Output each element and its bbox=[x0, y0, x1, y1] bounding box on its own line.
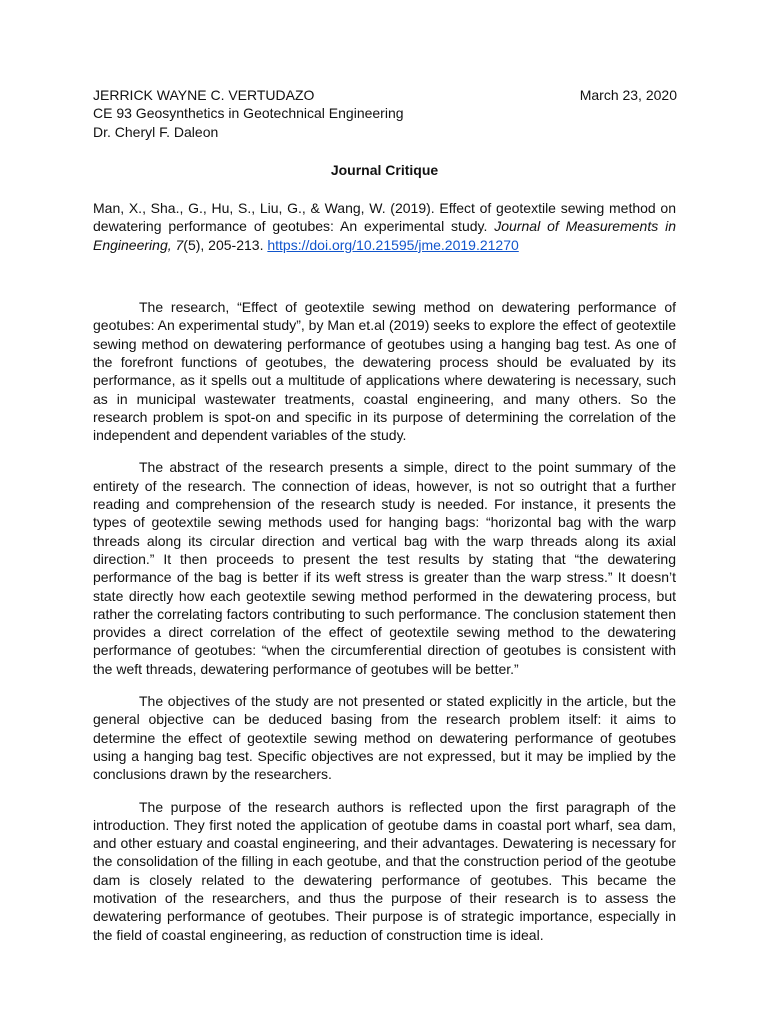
header-row bbox=[93, 86, 676, 104]
instructor-line: Dr. Cheryl F. Daleon bbox=[93, 123, 219, 140]
paragraph-objectives: The objectives of the study are not presented or stated explicitly in the article, but the general objective can be deduced basing from the research problem itself: it aims to determine the effect of geotextile sewing method on dewatering performance of geotubes using a hanging bag test. Specific objectives are not expressed, but it may be implied by the conclusions drawn by the researchers. bbox=[93, 693, 676, 783]
citation-issue-pages: (5), 205-213. bbox=[183, 236, 268, 253]
citation bbox=[93, 199, 676, 254]
date: March 23, 2020 bbox=[579, 87, 677, 103]
critique-body bbox=[93, 298, 676, 944]
author-name: JERRICK WAYNE C. VERTUDAZO bbox=[93, 87, 315, 103]
paragraph-research-problem: The research, “Effect of geotextile sewing method on dewatering performance of geotubes: An experimental study”, by Man et.al (2019) seeks to explore the effect of geotextile sewing method on dewatering performance of geotubes using a hanging bag test. As one of the forefront functions of geotubes, the dewatering process should be evaluated by its performance, as it spells out a multitude of applications where dewatering is necessary, such as in municipal wastewater treatments, coastal engineering, and many others. So the research problem is spot-on and specific in its purpose of determining the correlation of the independent and dependent variables of the study. bbox=[93, 299, 676, 444]
course-line: CE 93 Geosynthetics in Geotechnical Engineering bbox=[93, 105, 404, 122]
doi-link[interactable]: https://doi.org/10.21595/jme.2019.21270 bbox=[267, 236, 519, 253]
paragraph-purpose: The purpose of the research authors is reflected upon the first paragraph of the introduction. They first noted the application of geotube dams in coastal port wharf, sea dam, and other estuary and coastal engineering, and their advantages. Dewatering is necessary for the consolidation of the filling in each geotube, and that the construction period of the geotube dam is closely related to the dewatering performance of geotubes. This became the motivation of the researchers, and thus the purpose of their research is to assess the dewatering performance of geotubes. Their purpose is of strategic importance, especially in the field of coastal engineering, as reduction of construction time is ideal. bbox=[93, 798, 676, 943]
citation-authors-title: Man, X., Sha., G., Hu, S., Liu, G., & Wang, W. (2019). Effect of geotextile sewing method on dewatering performance of geotubes: An experimental study. bbox=[93, 200, 676, 235]
citation-journal: Journal of Measurements in Engineering, 7 bbox=[93, 218, 676, 253]
document-title: Journal Critique bbox=[330, 161, 439, 178]
paragraph-abstract: The abstract of the research presents a simple, direct to the point summary of the entirety of the research. The connection of ideas, however, is not so outright that a further reading and comprehension of the research study is needed. For instance, it presents the types of geotextile sewing methods used for hanging bags: “horizontal bag with the warp threads along its circular direction and vertical bag with the warp threads along its axial direction.” It then proceeds to present the test results by stating that “the dewatering performance of the bag is better if its weft stress is greater than the warp stress.” It doesn’t state directly how each geotextile sewing method performed in the dewatering process, but rather the correlating factors contributing to such performance. The conclusion statement then provides a direct correlation of the effect of geotextile sewing method to the dewatering performance of geotubes: “when the circumferential direction of geotubes is consistent with the weft threads, dewatering performance of geotubes will be better.” bbox=[93, 459, 676, 677]
